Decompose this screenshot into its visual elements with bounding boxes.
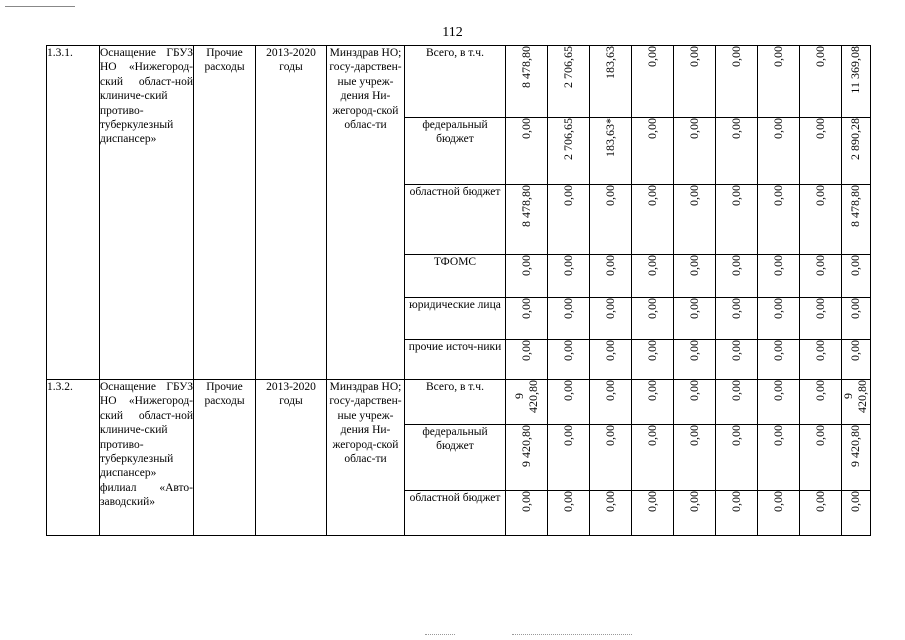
table-row	[47, 46, 871, 118]
value-text: 0,00	[603, 425, 617, 446]
year-value	[716, 380, 758, 425]
value-text: 0,00	[603, 380, 617, 401]
value-text: 0,00	[561, 185, 575, 206]
year-value	[632, 425, 674, 491]
value-text: 0,00	[687, 298, 701, 319]
funding-source: федеральный бюджет	[405, 425, 506, 491]
table-row	[47, 380, 871, 425]
funding-source: Всего, в т.ч.	[405, 46, 506, 118]
top-rule	[5, 6, 75, 7]
value-text: 0,00	[729, 380, 743, 401]
year-value	[632, 340, 674, 380]
funding-source: областной бюджет	[405, 491, 506, 536]
year-value	[590, 46, 632, 118]
year-value	[632, 298, 674, 340]
value-text: 0,00	[771, 118, 785, 139]
value-text: 0,00	[813, 118, 827, 139]
value-text: 9 420,80	[841, 380, 869, 413]
year-value	[800, 340, 842, 380]
value-text: 0,00	[848, 255, 863, 276]
page-number: 112	[442, 25, 463, 40]
executor: Минздрав НО; госу-дарствен-ные учреж-дения Ни-жегород-ской облас-ти	[327, 380, 405, 536]
value-text: 0,00	[771, 298, 785, 319]
item-name: Оснащение ГБУЗ НО «Нижегород-ский област-ной клиниче-ский противо-туберкулезный диспансер» филиал «Авто-заводский»	[100, 380, 194, 536]
scan-mark	[425, 634, 455, 635]
value-text: 0,00	[729, 340, 743, 361]
year-value	[548, 491, 590, 536]
year-value	[674, 255, 716, 298]
year-value	[590, 255, 632, 298]
year-value	[548, 118, 590, 185]
value-text: 9 420,80	[519, 425, 533, 467]
year-value	[716, 185, 758, 255]
value-text: 0,00	[813, 255, 827, 276]
total-value	[842, 185, 871, 255]
value-text: 8 478,80	[519, 185, 533, 227]
value-text: 0,00	[771, 46, 785, 67]
value-text: 0,00	[771, 255, 785, 276]
total-value	[842, 298, 871, 340]
year-value	[548, 255, 590, 298]
year-value	[632, 46, 674, 118]
value-text: 0,00	[645, 380, 659, 401]
value-text: 0,00	[771, 380, 785, 401]
total-value	[842, 380, 871, 425]
year-value	[800, 255, 842, 298]
year-value	[506, 298, 548, 340]
total-value	[842, 340, 871, 380]
year-value	[506, 380, 548, 425]
value-text: 0,00	[687, 491, 701, 512]
total-value	[842, 46, 871, 118]
value-text: 2 706,65	[561, 46, 575, 88]
value-text: 0,00	[729, 185, 743, 206]
value-text: 0,00	[813, 491, 827, 512]
year-value	[548, 46, 590, 118]
value-text: 0,00	[519, 491, 533, 512]
value-text: 0,00	[519, 118, 533, 139]
value-text: 0,00	[729, 491, 743, 512]
value-text: 0,00	[687, 118, 701, 139]
funding-source: юридические лица	[405, 298, 506, 340]
year-value	[548, 380, 590, 425]
value-text: 9 420,80	[848, 425, 863, 467]
year-value	[548, 298, 590, 340]
value-text: 0,00	[603, 340, 617, 361]
total-value	[842, 491, 871, 536]
year-value	[632, 255, 674, 298]
year-value	[674, 491, 716, 536]
value-text: 0,00	[561, 425, 575, 446]
year-value	[800, 118, 842, 185]
value-text: 0,00	[645, 340, 659, 361]
year-value	[632, 118, 674, 185]
period: 2013-2020 годы	[256, 46, 327, 380]
year-value	[674, 118, 716, 185]
expense-type: Прочие расходы	[194, 46, 256, 380]
value-text: 0,00	[848, 340, 863, 361]
year-value	[506, 425, 548, 491]
value-text: 0,00	[645, 118, 659, 139]
expense-type: Прочие расходы	[194, 380, 256, 536]
total-value	[842, 425, 871, 491]
value-text: 9 420,80	[511, 380, 540, 413]
value-text: 11 369,08	[848, 46, 863, 94]
year-value	[632, 491, 674, 536]
funding-source: прочие источ-ники	[405, 340, 506, 380]
value-text: 0,00	[645, 185, 659, 206]
value-text: 0,00	[729, 425, 743, 446]
value-text: 0,00	[561, 340, 575, 361]
value-text: 0,00	[687, 46, 701, 67]
year-value	[758, 185, 800, 255]
value-text: 0,00	[771, 340, 785, 361]
year-value	[800, 491, 842, 536]
year-value	[674, 425, 716, 491]
value-text: 8 478,80	[848, 185, 863, 227]
year-value	[758, 118, 800, 185]
item-number: 1.3.1.	[47, 46, 100, 380]
value-text: 0,00	[729, 46, 743, 67]
budget-table	[46, 45, 871, 536]
value-text: 0,00	[813, 185, 827, 206]
value-text: 0,00	[848, 491, 863, 512]
year-value	[716, 298, 758, 340]
year-value	[716, 46, 758, 118]
year-value	[758, 380, 800, 425]
value-text: 0,00	[519, 255, 533, 276]
value-text: 0,00	[561, 491, 575, 512]
year-value	[590, 425, 632, 491]
year-value	[716, 118, 758, 185]
value-text: 2 706,65	[561, 118, 575, 160]
year-value	[674, 380, 716, 425]
value-text: 0,00	[561, 298, 575, 319]
value-text: 0,00	[771, 491, 785, 512]
value-text: 0,00	[645, 491, 659, 512]
year-value	[590, 491, 632, 536]
year-value	[506, 46, 548, 118]
total-value	[842, 255, 871, 298]
year-value	[758, 46, 800, 118]
year-value	[590, 298, 632, 340]
year-value	[758, 340, 800, 380]
value-text: 0,00	[687, 340, 701, 361]
year-value	[548, 425, 590, 491]
value-text: 0,00	[645, 298, 659, 319]
value-text: 0,00	[603, 491, 617, 512]
value-text: 0,00	[813, 380, 827, 401]
year-value	[506, 340, 548, 380]
value-text: 0,00	[813, 425, 827, 446]
value-text: 0,00	[519, 340, 533, 361]
period: 2013-2020 годы	[256, 380, 327, 536]
year-value	[590, 185, 632, 255]
year-value	[632, 185, 674, 255]
year-value	[758, 255, 800, 298]
value-text: 0,00	[603, 255, 617, 276]
year-value	[800, 380, 842, 425]
value-text: 0,00	[645, 255, 659, 276]
value-text: 0,00	[645, 425, 659, 446]
item-number: 1.3.2.	[47, 380, 100, 536]
year-value	[590, 118, 632, 185]
year-value	[716, 255, 758, 298]
value-text: 0,00	[687, 425, 701, 446]
value-text: 0,00	[561, 255, 575, 276]
year-value	[674, 185, 716, 255]
funding-source: ТФОМС	[405, 255, 506, 298]
value-text: 0,00	[687, 380, 701, 401]
year-value	[548, 185, 590, 255]
year-value	[506, 491, 548, 536]
year-value	[716, 340, 758, 380]
value-text: 183,63	[603, 46, 617, 79]
value-text: 0,00	[813, 340, 827, 361]
value-text: 0,00	[645, 46, 659, 67]
value-text: 0,00	[519, 298, 533, 319]
value-text: 0,00	[771, 185, 785, 206]
year-value	[632, 380, 674, 425]
year-value	[674, 340, 716, 380]
year-value	[758, 298, 800, 340]
value-text: 0,00	[813, 298, 827, 319]
value-text: 0,00	[687, 255, 701, 276]
year-value	[590, 340, 632, 380]
year-value	[800, 46, 842, 118]
year-value	[716, 425, 758, 491]
year-value	[548, 340, 590, 380]
value-text: 0,00	[687, 185, 701, 206]
year-value	[590, 380, 632, 425]
value-text: 183,63*	[603, 118, 617, 157]
value-text: 0,00	[729, 298, 743, 319]
value-text: 0,00	[729, 118, 743, 139]
year-value	[800, 185, 842, 255]
year-value	[800, 425, 842, 491]
year-value	[758, 491, 800, 536]
scan-mark	[512, 634, 632, 635]
funding-source: федеральный бюджет	[405, 118, 506, 185]
value-text: 8 478,80	[519, 46, 533, 88]
year-value	[758, 425, 800, 491]
year-value	[506, 185, 548, 255]
item-name: Оснащение ГБУЗ НО «Нижегород-ский област-ной клиниче-ский противо-туберкулезный диспансер»	[100, 46, 194, 380]
value-text: 0,00	[729, 255, 743, 276]
year-value	[716, 491, 758, 536]
year-value	[506, 118, 548, 185]
value-text: 0,00	[813, 46, 827, 67]
year-value	[506, 255, 548, 298]
value-text: 0,00	[848, 298, 863, 319]
value-text: 0,00	[603, 298, 617, 319]
year-value	[674, 46, 716, 118]
year-value	[674, 298, 716, 340]
value-text: 0,00	[561, 380, 575, 401]
value-text: 2 890,28	[848, 118, 863, 160]
executor: Минздрав НО; госу-дарствен-ные учреж-дения Ни-жегород-ской облас-ти	[327, 46, 405, 380]
funding-source: Всего, в т.ч.	[405, 380, 506, 425]
total-value	[842, 118, 871, 185]
value-text: 0,00	[771, 425, 785, 446]
funding-source: областной бюджет	[405, 185, 506, 255]
value-text: 0,00	[603, 185, 617, 206]
year-value	[800, 298, 842, 340]
